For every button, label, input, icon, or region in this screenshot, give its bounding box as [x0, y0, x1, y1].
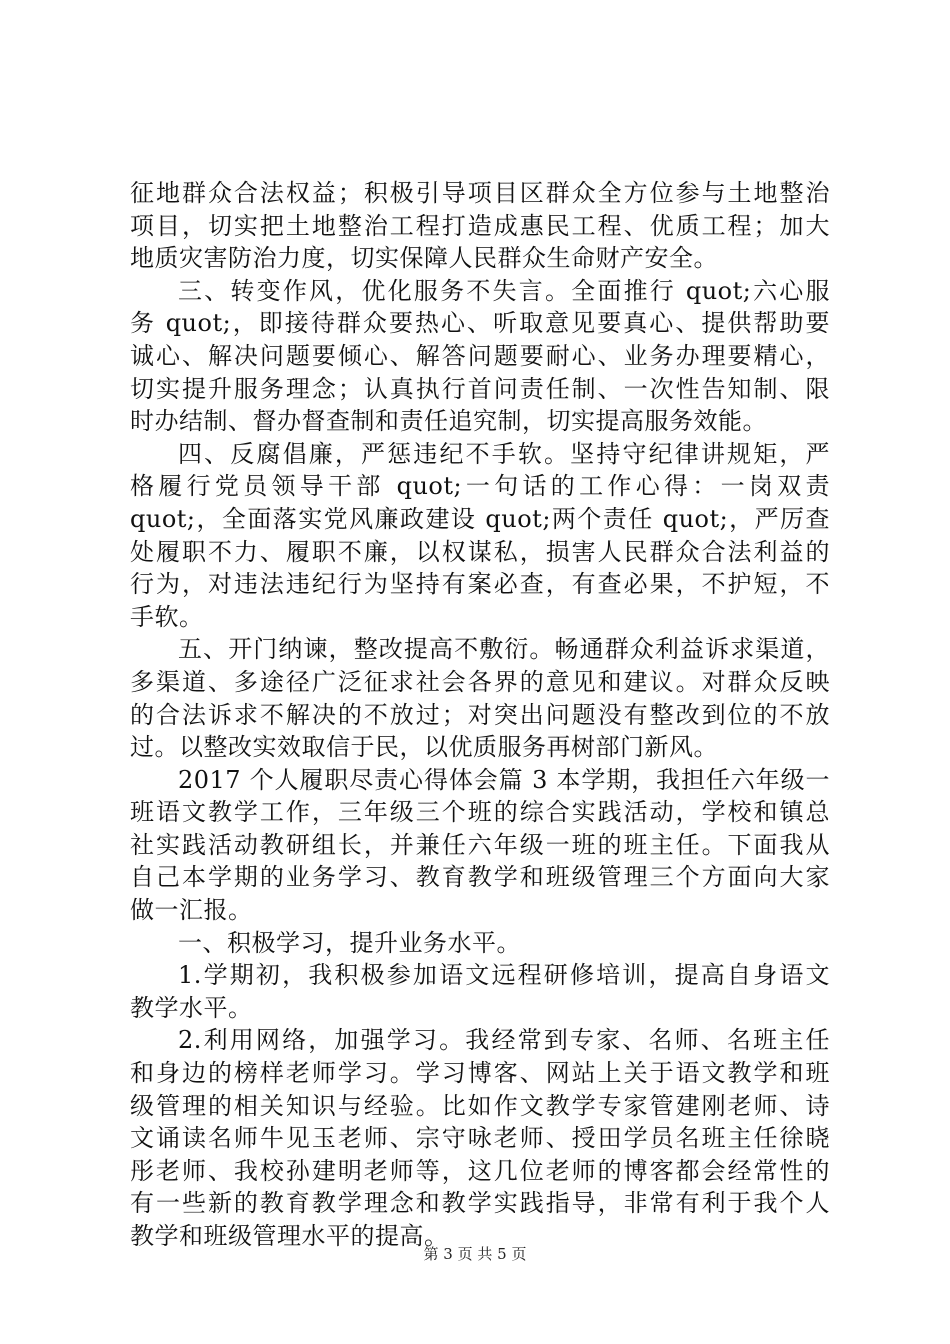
- text-line: 处履职不力、履职不廉，以权谋私，损害人民群众合法利益的: [130, 537, 830, 566]
- text-line: 和身边的榜样老师学习。学习博客、网站上关于语文教学和班: [130, 1059, 830, 1088]
- text-line: 级管理的相关知识与经验。比如作文教学专家管建刚老师、诗: [130, 1091, 830, 1120]
- text-line: 社实践活动教研组长，并兼任六年级一班的班主任。下面我从: [130, 830, 830, 859]
- document-body: [130, 177, 830, 1253]
- text-line: 彤老师、我校孙建明老师等，这几位老师的博客都会经常性的: [130, 1156, 830, 1185]
- text-line: 格履行党员领导干部 quot;一句话的工作心得：一岗双责: [130, 472, 830, 501]
- text-line: 教学水平。: [130, 993, 253, 1022]
- text-line: 做一汇报。: [130, 896, 253, 925]
- text-line: 一、积极学习，提升业务水平。: [178, 928, 521, 957]
- text-line: 2.利用网络，加强学习。我经常到专家、名师、名班主任: [178, 1026, 830, 1055]
- text-line: 有一些新的教育教学理念和教学实践指导，非常有利于我个人: [130, 1189, 830, 1218]
- text-line: 时办结制、督办督查制和责任追究制，切实提高服务效能。: [130, 407, 767, 436]
- text-line: 文诵读名师牛见玉老师、宗守咏老师、授田学员名班主任徐晓: [130, 1124, 830, 1153]
- text-line: 四、反腐倡廉，严惩违纪不手软。坚持守纪律讲规矩，严: [178, 439, 830, 468]
- text-line: 三、转变作风，优化服务不失言。全面推行 quot;六心服: [178, 276, 830, 305]
- text-line: 多渠道、多途径广泛征求社会各界的意见和建议。对群众反映: [130, 667, 830, 696]
- text-line: 行为，对违法违纪行为坚持有案必查，有查必果，不护短，不: [130, 570, 830, 599]
- text-line: quot;，全面落实党风廉政建设 quot;两个责任 quot;，严厉查: [130, 504, 830, 533]
- text-line: 五、开门纳谏，整改提高不敷衍。畅通群众利益诉求渠道，: [178, 635, 830, 664]
- text-line: 切实提升服务理念；认真执行首问责任制、一次性告知制、限: [130, 374, 830, 403]
- text-line: 地质灾害防治力度，切实保障人民群众生命财产安全。: [130, 244, 718, 273]
- text-line: 务 quot;，即接待群众要热心、听取意见要真心、提供帮助要: [130, 309, 830, 338]
- text-line: 班语文教学工作，三年级三个班的综合实践活动，学校和镇总: [130, 798, 830, 827]
- text-line: 项目，切实把土地整治工程打造成惠民工程、优质工程；加大: [130, 211, 830, 240]
- text-line: 教学和班级管理水平的提高。: [130, 1222, 449, 1250]
- text-line: 的合法诉求不解决的不放过；对突出问题没有整改到位的不放: [130, 700, 830, 729]
- text-line: 手软。: [130, 602, 204, 631]
- text-line: 1.学期初，我积极参加语文远程研修培训，提高自身语文: [178, 961, 830, 990]
- text-line: 征地群众合法权益；积极引导项目区群众全方位参与土地整治: [130, 179, 830, 207]
- page-footer: 第 3 页 共 5 页: [423, 1245, 527, 1263]
- text-line: 自己本学期的业务学习、教育教学和班级管理三个方面向大家: [130, 863, 830, 892]
- text-line: 过。以整改实效取信于民，以优质服务再树部门新风。: [130, 733, 718, 762]
- text-line: 诚心、解决问题要倾心、解答问题要耐心、业务办理要精心，: [130, 341, 830, 370]
- text-line: 2017 个人履职尽责心得体会篇 3 本学期，我担任六年级一: [178, 765, 830, 794]
